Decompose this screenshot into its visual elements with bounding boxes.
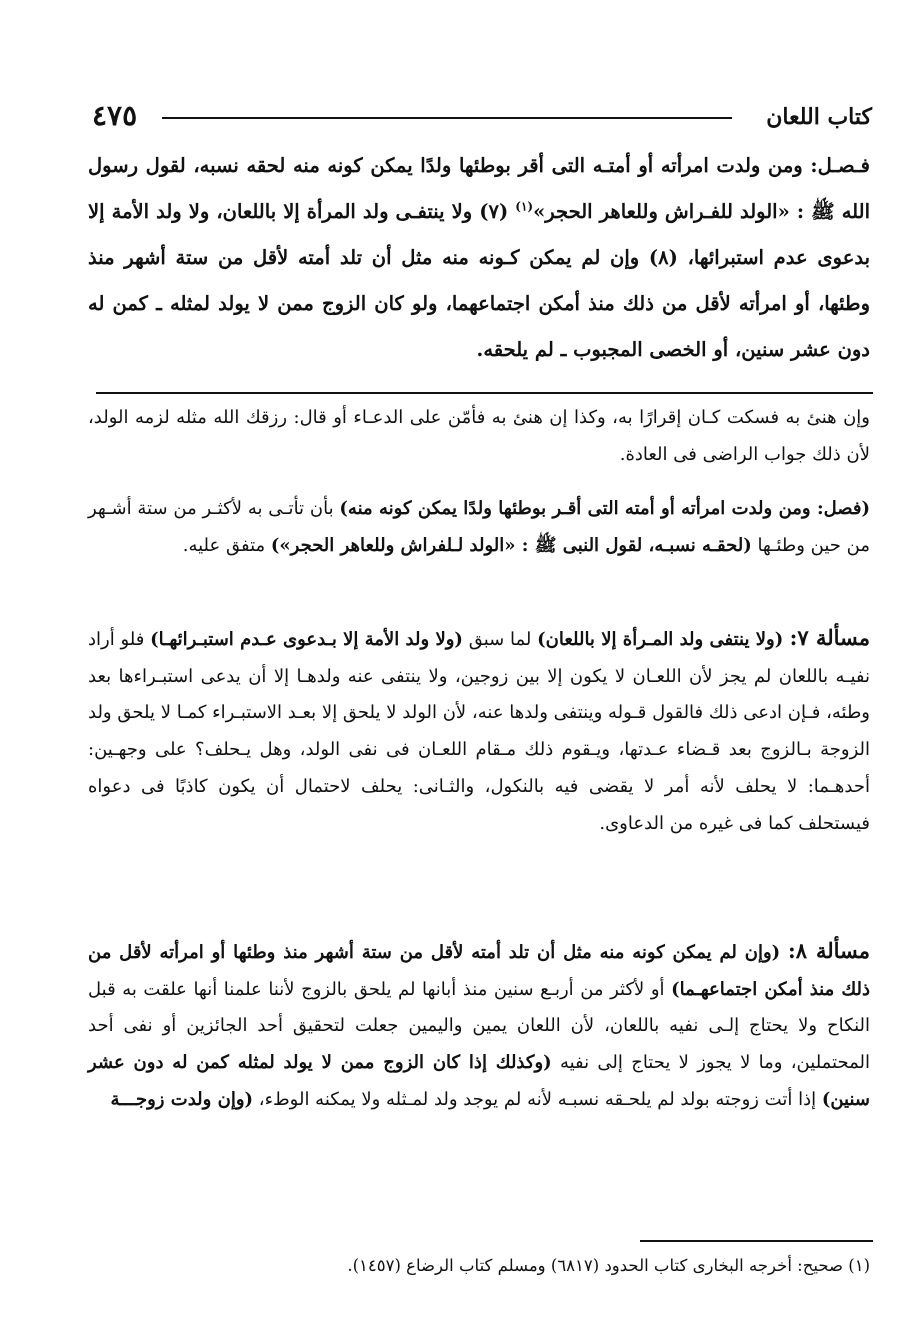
header-rule	[162, 117, 732, 119]
footnote: (١) صحيح: أخرجه البخارى كتاب الحدود (٦٨١٧) ومسلم كتاب الرضاع (١٤٥٧).	[347, 1256, 870, 1275]
main-text-part-2: (٧) ولا ينتفـى ولد المرأة إلا باللعان، ولا ولد الأمة إلا بدعوى عدم استبرائها، (٨) وإن لم يمكن كـونه منه مثل أن تلد أمته لأقل من ستة أشهر منذ وطئها، أو امرأته لأقل من ذلك منذ أمكن اجتماعهما، ولو كان الزوج ممن لا يولد لمثله ـ كمن له دون عشر سنين، أو الخصى المجبوب ـ لم يلحقه.	[88, 200, 871, 361]
commentary-para-4	[88, 933, 870, 1119]
commentary-text: متفق عليه.	[182, 534, 271, 556]
commentary-text: وإن هنئ به فسكت كـان إقرارًا به، وكذا إن هنئ به فأمّن على الدعـاء أو قال: رزقك الله مثله لزمه الولد، لأن ذلك جواب الراضى فى العادة.	[88, 407, 870, 465]
main-text	[88, 143, 870, 373]
commentary-text: بأن تأتـى به لأكثـر من ستة أشـهر من حين وطئـها	[88, 498, 870, 556]
main-text-part-1: ومن ولدت امرأته أو أمتـه التى أقر بوطئها ولدًا يمكن كونه منه لحقه نسبه، لقول رسول الله ﷺ : «الولد للفـراش وللعاهر الحجر»	[88, 154, 870, 223]
main-divider	[96, 392, 873, 394]
page-number: ٤٧٥	[92, 99, 138, 132]
quoted-text: (وكذلك إذا كان الزوج ممن لا يولد لمثله كمن له دون عشر سنين)	[88, 1052, 870, 1110]
commentary-text: إذا أتت زوجته بولد لم يلحـقه نسبـه لأنه لم يوجد ولد لمـثله ولا يمكنه الوطء،	[253, 1088, 822, 1110]
footnote-divider	[640, 1240, 873, 1242]
section-label: فـصـل:	[810, 154, 870, 177]
masala-heading-8: مسألة ٨:	[788, 938, 870, 963]
commentary-text: لما سبق	[462, 629, 538, 650]
quoted-text: (وإن ولدت زوجـــة	[110, 1088, 254, 1110]
quoted-text: (لحقـه نسبـه، لقول النبى ﷺ : «الولد لـلفراش وللعاهر الحجر»)	[270, 534, 752, 556]
header-title: كتاب اللعان	[766, 104, 872, 130]
running-header	[92, 100, 872, 140]
quoted-text: (ولا ولد الأمة إلا بـدعوى عـدم استبـرائهـا)	[150, 629, 463, 650]
quoted-text: (ولا ينتفى ولد المـرأة إلا باللعان)	[537, 629, 790, 650]
quoted-text: (وإن لم يمكن كونه منه مثل أن تلد أمته لأقل من ستة أشهر منذ وطئها أو امرأته لأقل من ذلك منذ أمكن اجتماعهـما)	[88, 942, 870, 1000]
commentary-text: أو لأكثر من أربـع سنين منذ أبانها لم يلحق بالزوج لأننا علمنا أنها علقت به قبل النكاح ولا يحتاج إلـى نفيه باللعان، لأن اللعان يمين واليمين جعلت لتحقيق أحد الجائزين أو نفى أحد المحتملين، وما لا يجوز لا يحتاج إلى نفيه	[88, 978, 871, 1074]
quoted-text: (فصل: ومن ولدت امرأته أو أمته التى أقـر بوطئها ولدًا يمكن كونه منه)	[339, 498, 870, 519]
commentary-para-3	[88, 620, 870, 842]
commentary-para-1	[88, 400, 870, 473]
commentary-para-2	[88, 491, 870, 564]
footnote-ref: (١)	[515, 199, 534, 214]
commentary-text: فلو أراد نفيـه باللعان لم يجز لأن اللعـان لا يكون إلا بين زوجين، ولا ينتفى عنه ولدهـا إلا أن يدعى استبـراءها بعد وطئه، فـإن ادعى ذلك فالقول قـوله وينتفى ولدها عنه، لأن الولد لا يلحق إلا بعـد الاستبـراء كمـا لا يلحق ولد الزوجة بـالزوج بعد قـضاء عـدتها، ويـقوم ذلك مـقام اللعـان فى نفى الولد، وهل يـحلف؟ على وجهـين: أحدهـما: لا يحلف لأنه أمر لا يقضى فيه بالنكول، والثـانى: يحلف لاحتمال أن يكون كاذبًا فى دعواه فيستحلف كما فى غيره من الدعاوى.	[88, 629, 870, 834]
masala-heading-7: مسألة ٧:	[789, 625, 870, 650]
